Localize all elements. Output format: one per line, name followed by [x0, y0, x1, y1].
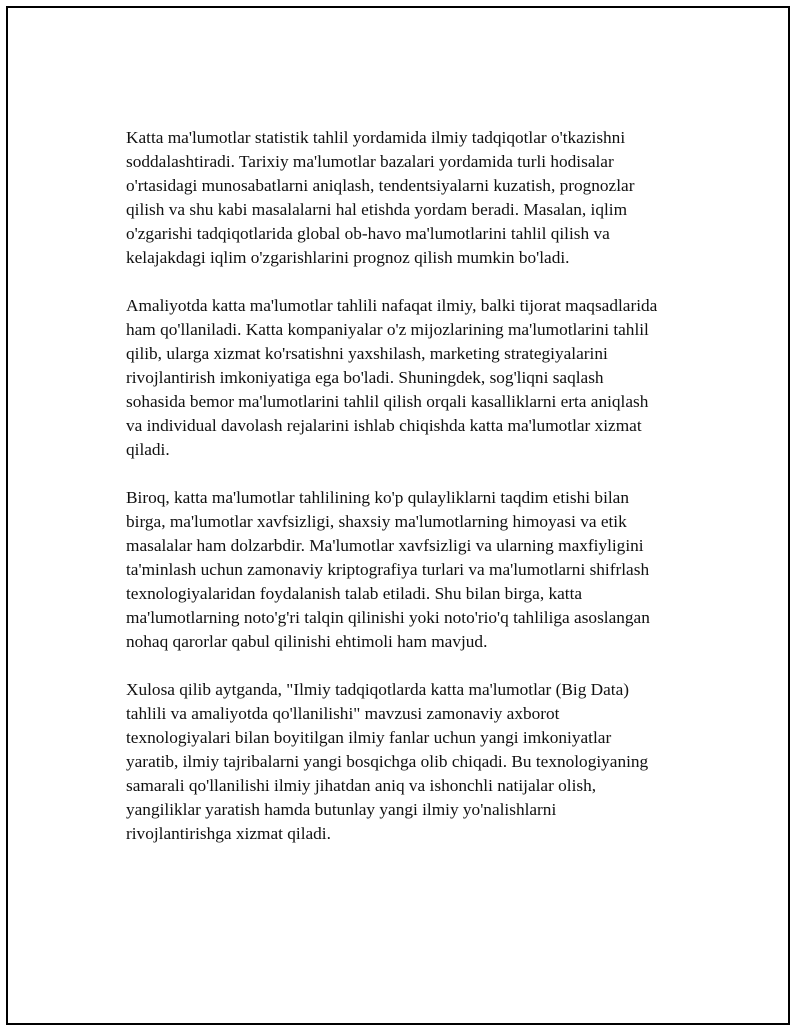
text-line: ma'lumotlarning noto'g'ri talqin qilinishi yoki noto'rio'q tahliliga asoslangan [126, 608, 650, 627]
document-body [126, 126, 696, 870]
text-line: rivojlantirish imkoniyatiga ega bo'ladi. Shuningdek, sog'liqni saqlash [126, 368, 604, 387]
text-line: tahlili va amaliyotda qo'llanilishi" mavzusi zamonaviy axborot [126, 704, 560, 723]
paragraph-2 [126, 294, 696, 462]
text-line: samarali qo'llanilishi ilmiy jihatdan aniq va ishonchli natijalar olish, [126, 776, 597, 795]
text-line: qiladi. [126, 440, 170, 459]
text-line: o'rtasidagi munosabatlarni aniqlash, tendentsiyalarni kuzatish, prognozlar [126, 176, 635, 195]
text-line: va individual davolash rejalarini ishlab chiqishda katta ma'lumotlar xizmat [126, 416, 642, 435]
text-line: soddalashtiradi. Tarixiy ma'lumotlar bazalari yordamida turli hodisalar [126, 152, 614, 171]
text-line: yangiliklar yaratish hamda butunlay yangi ilmiy yo'nalishlarni [126, 800, 557, 819]
text-line: yaratib, ilmiy tajribalarni yangi bosqichga olib chiqadi. Bu texnologiyaning [126, 752, 649, 771]
text-line: texnologiyalari bilan boyitilgan ilmiy fanlar uchun yangi imkoniyatlar [126, 728, 612, 747]
text-line: qilib, ularga xizmat ko'rsatishni yaxshilash, marketing strategiyalarini [126, 344, 608, 363]
page-frame [6, 6, 790, 1025]
text-line: Xulosa qilib aytganda, "Ilmiy tadqiqotlarda katta ma'lumotlar (Big Data) [126, 680, 630, 699]
text-line: Biroq, katta ma'lumotlar tahlilining ko'p qulayliklarni taqdim etishi bilan [126, 488, 629, 507]
text-line: Katta ma'lumotlar statistik tahlil yordamida ilmiy tadqiqotlar o'tkazishni [126, 128, 626, 147]
text-line: kelajakdagi iqlim o'zgarishlarini prognoz qilish mumkin bo'ladi. [126, 248, 570, 267]
text-line: sohasida bemor ma'lumotlarini tahlil qilish orqali kasalliklarni erta aniqlash [126, 392, 649, 411]
text-line: ham qo'llaniladi. Katta kompaniyalar o'z mijozlarining ma'lumotlarini tahlil [126, 320, 649, 339]
text-line: ta'minlash uchun zamonaviy kriptografiya turlari va ma'lumotlarni shifrlash [126, 560, 650, 579]
text-line: birga, ma'lumotlar xavfsizligi, shaxsiy ma'lumotlarning himoyasi va etik [126, 512, 627, 531]
text-line: qilish va shu kabi masalalarni hal etishda yordam beradi. Masalan, iqlim [126, 200, 628, 219]
text-line: Amaliyotda katta ma'lumotlar tahlili nafaqat ilmiy, balki tijorat maqsadlarida [126, 296, 658, 315]
text-line: nohaq qarorlar qabul qilinishi ehtimoli ham mavjud. [126, 632, 488, 651]
text-line: o'zgarishi tadqiqotlarida global ob-havo ma'lumotlarini tahlil qilish va [126, 224, 610, 243]
text-line: texnologiyalaridan foydalanish talab etiladi. Shu bilan birga, katta [126, 584, 583, 603]
paragraph-4 [126, 678, 696, 846]
paragraph-1 [126, 126, 696, 270]
paragraph-3 [126, 486, 696, 654]
text-line: rivojlantirishga xizmat qiladi. [126, 824, 331, 843]
text-line: masalalar ham dolzarbdir. Ma'lumotlar xavfsizligi va ularning maxfiyligini [126, 536, 644, 555]
